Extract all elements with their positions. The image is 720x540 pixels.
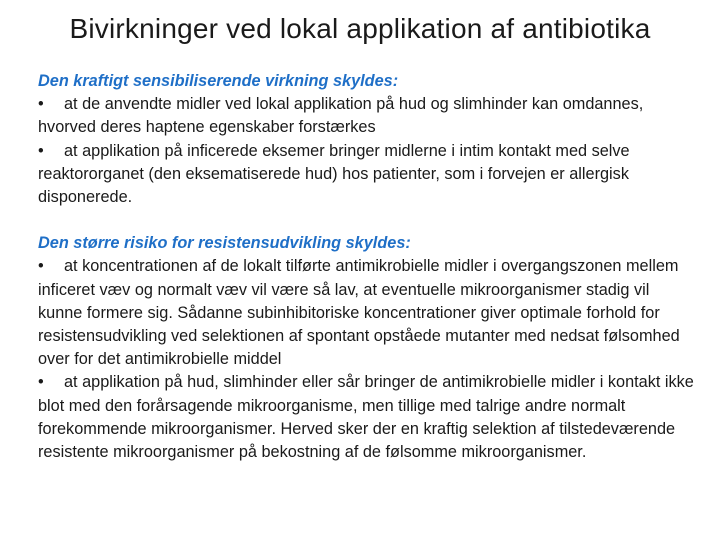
section1-bullet-1	[38, 93, 698, 139]
bullet-marker: •	[38, 95, 44, 114]
slide-content	[38, 70, 698, 464]
slide-title: Bivirkninger ved lokal applikation af antibiotika	[69, 13, 651, 44]
section1-bullet-2	[38, 140, 698, 210]
section2-bullet-2	[38, 371, 698, 464]
section-spacer	[38, 209, 698, 232]
bullet-text: at koncentrationen af de lokalt tilførte antimikrobielle midler i overgangszonen mellem inficeret væv og normalt væv vil være så lav, at eventuelle mikroorganismer stadig vil kunne formere sig. Sådanne subinhibitoriske koncentrationer giver optimale forhold for resistensudvikling ved selektionen af spontant opståede mutanter med nedsat følsomhed over for det antimikrobielle middel	[38, 257, 680, 369]
bullet-marker: •	[38, 257, 44, 276]
bullet-text: at applikation på hud, slimhinder eller sår bringer de antimikrobielle midler i kontakt ikke blot med den forårsagende mikroorganisme, men tillige med talrige andre normalt forekommende mikroorganismer. Herved sker der en kraftig selektion af tilstedeværende resistente mikroorganismer på bekostning af de følsomme mikroorganismer.	[38, 373, 694, 462]
bullet-text: at de anvendte midler ved lokal applikation på hud og slimhinder kan omdannes, hvorved deres haptene egenskaber forstærkes	[38, 95, 644, 137]
section1-heading: Den kraftigt sensibiliserende virkning skyldes:	[38, 72, 399, 90]
section2-heading: Den større risiko for resistensudvikling skyldes:	[38, 234, 411, 253]
section2-bullet-1	[38, 255, 698, 371]
bullet-marker: •	[38, 141, 44, 160]
bullet-text: at applikation på inficerede eksemer bringer midlerne i intim kontakt med selve reaktororganet (den eksematiserede hud) hos patienter, som i forvejen er allergisk disponerede.	[38, 141, 630, 207]
bullet-marker: •	[38, 373, 44, 392]
